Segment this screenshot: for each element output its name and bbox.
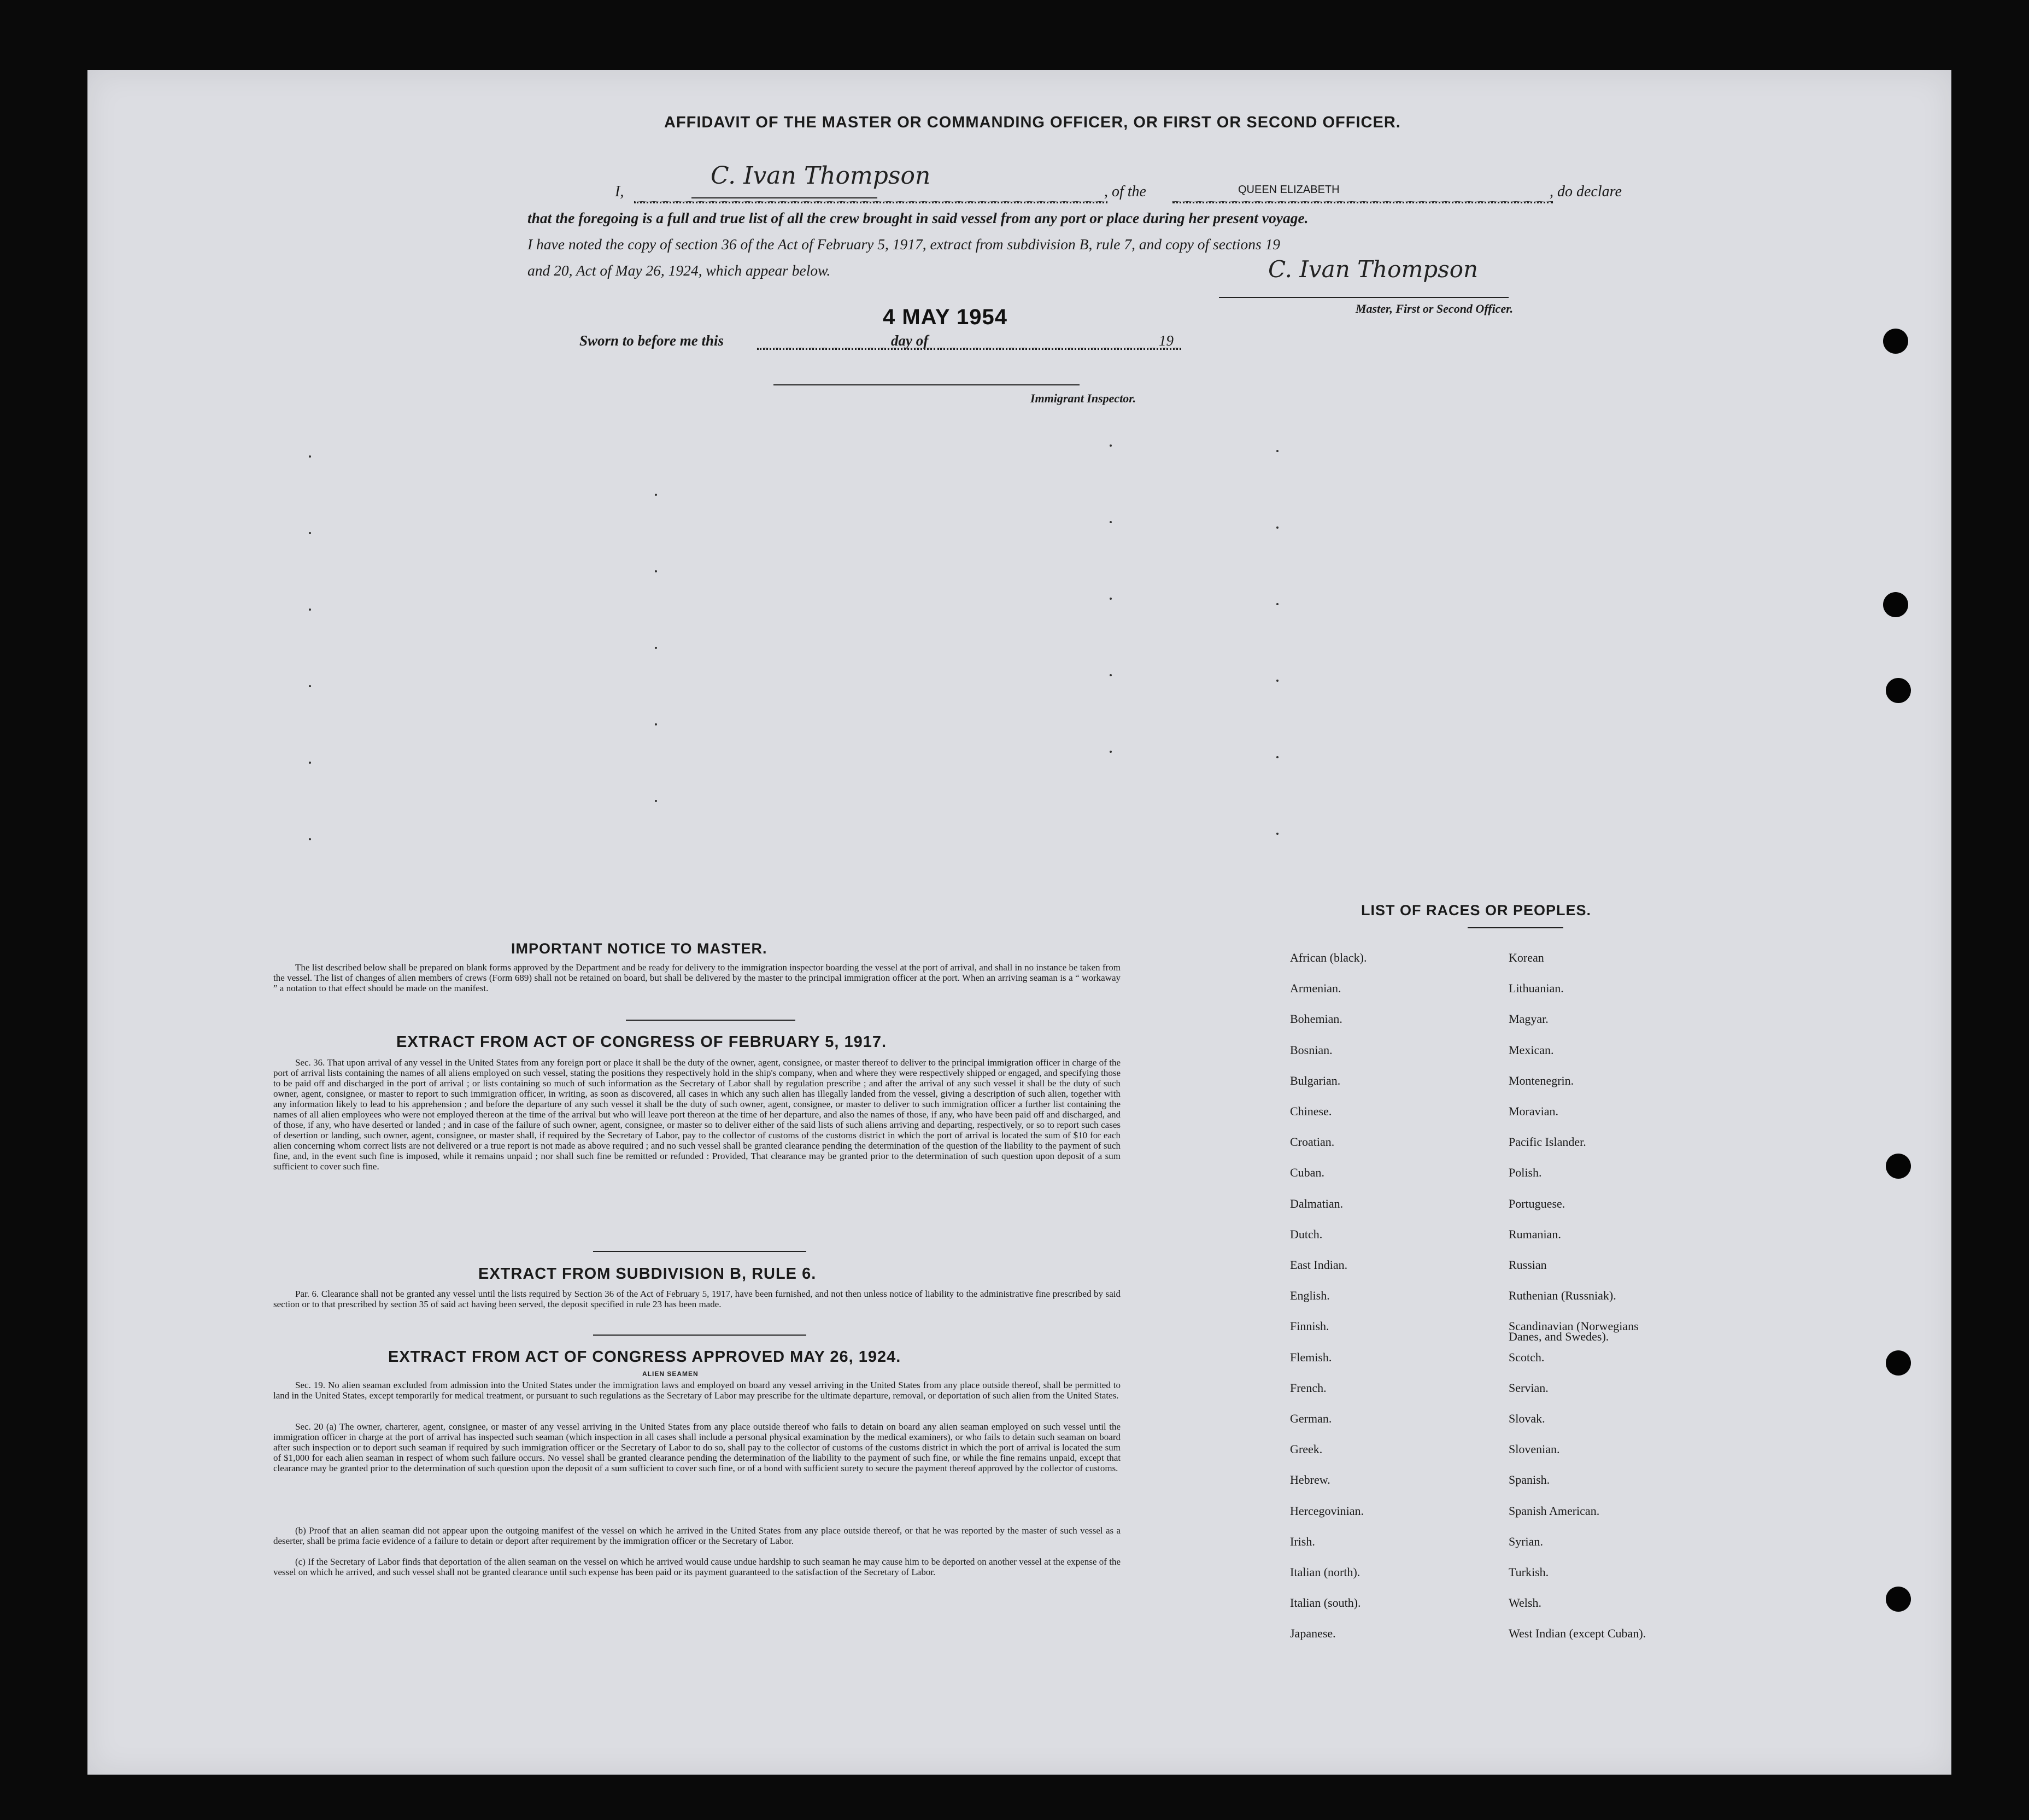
race-right-item: Welsh.: [1509, 1596, 1541, 1610]
bleed-mark: [1276, 450, 1279, 452]
race-right-item: Rumanian.: [1509, 1227, 1561, 1241]
race-left-item: Chinese.: [1290, 1104, 1332, 1118]
bleed-mark: [309, 762, 311, 764]
subdivision-b-title: EXTRACT FROM SUBDIVISION B, RULE 6.: [478, 1265, 817, 1283]
notice-title: IMPORTANT NOTICE TO MASTER.: [511, 940, 767, 957]
extract-1917-title: EXTRACT FROM ACT OF CONGRESS OF FEBRUARY 5, 1917.: [396, 1033, 887, 1051]
race-right-item: Servian.: [1509, 1380, 1549, 1395]
inspector-signature-line: [773, 384, 1080, 385]
race-left-item: Italian (south).: [1290, 1596, 1361, 1610]
race-right-item: Ruthenian (Russniak).: [1509, 1289, 1616, 1303]
races-title-underline: [1468, 927, 1563, 928]
race-left-item: Bulgarian.: [1290, 1073, 1341, 1087]
subdivision-b-body: Par. 6. Clearance shall not be granted any vessel until the lists required by Section 36 of the Act of February 5, 1917, have been furnished, and not then unless notice of liability to the administrative fine prescribed by said section or to that prescribed by section 35 of said act having been served, the deposit specified in rule 23 has been made.: [273, 1289, 1121, 1309]
race-right-item: Montenegrin.: [1509, 1073, 1574, 1087]
punch-hole: [1886, 1350, 1911, 1376]
race-right-item: Moravian.: [1509, 1104, 1559, 1118]
extract-1917-divider: [593, 1251, 806, 1252]
affidavit-title: AFFIDAVIT OF THE MASTER OR COMMANDING OFFICER, OR FIRST OR SECOND OFFICER.: [664, 114, 1401, 131]
race-left-item: Cuban.: [1290, 1166, 1324, 1180]
extract-1924-sec20b: (b) Proof that an alien seaman did not appear upon the outgoing manifest of the vessel on which he arrived in the United States from any place outside thereof, or that he was reported by the master of such vessel as a deserter, shall be prima facie evidence of a failure to detain or deport after requirement by the immigration officer or the Secretary of Labor.: [273, 1525, 1121, 1546]
bleed-mark: [1276, 756, 1279, 758]
race-left-item: East Indian.: [1290, 1258, 1348, 1272]
bleed-mark: [1276, 526, 1279, 529]
race-right-item: Spanish.: [1509, 1473, 1550, 1487]
bleed-mark: [1276, 603, 1279, 605]
bleed-mark: [309, 685, 311, 687]
race-right-item: Turkish.: [1509, 1565, 1549, 1579]
race-left-item: Italian (north).: [1290, 1565, 1361, 1579]
punch-hole: [1886, 678, 1911, 703]
race-left-item: Bosnian.: [1290, 1043, 1333, 1057]
bleed-mark: [309, 608, 311, 611]
bleed-mark: [1110, 521, 1112, 523]
declarant-name-line: [634, 201, 1107, 203]
date-stamp: 4 MAY 1954: [883, 305, 1007, 329]
manifest-page: [87, 70, 1951, 1775]
race-left-item: Irish.: [1290, 1534, 1315, 1548]
signature-underline: [691, 197, 877, 198]
bleed-mark: [1276, 833, 1279, 835]
master-signature-block: C. Ivan Thompson: [1268, 256, 1479, 283]
extract-1924-sec20c: (c) If the Secretary of Labor finds that deportation of the alien seaman on the vessel on which he arrived would cause undue hardship to such seaman he may cause him to be deported on another vessel at the expense of the vessel on which he arrived, and such vessel shall not be granted clearance until such expense has been paid or its payment guaranteed to the satisfaction of the Secretary of Labor.: [273, 1556, 1121, 1577]
master-signature: C. Ivan Thompson: [711, 162, 931, 190]
race-right-item: Lithuanian.: [1509, 981, 1564, 996]
race-left-item: Dutch.: [1290, 1227, 1323, 1241]
extract-1917-body: Sec. 36. That upon arrival of any vessel in the United States from any foreign port or place it shall be the duty of the owner, agent, consignee, or master thereof to deliver to the principal immigration officer in charge of the port of arrival lists containing the names of all aliens employed on such vessel, stating the positions they respectively hold in the ship's company, when and where they were respectively shipped or engaged, and specifying those to be paid off and discharged in the port of arrival ; or lists containing so much of such information as the Secretary of Labor shall by regulation prescribe ; and after the arrival of any such vessel it shall be the duty of such owner, agent, consignee, or master to report to such immigration officer, in writing, as soon as discovered, all cases in which any such alien has illegally landed from the vessel, giving a description of such alien, together with any information likely to lead to his apprehension ; and before the departure of any such vessel it shall be the duty of such owner, agent, consignee, or master to deliver to such immigration officer a further list containing the names of all alien employees who were not employed thereon at the time of the arrival but who will leave port thereon at the time of her departure, and also the names of those, if any, who have been paid off and discharged, and of those, if any, who have deserted or landed ; and in case of the failure of such owner, agent, consignee, or master so to deliver either of the said lists of such aliens arriving and departing, respectively, or so to report such cases of desertion or landing, such owner, agent, consignee, or master shall, if required by the Secretary of Labor, pay to the collector of customs of the customs district in which the port of arrival is located the sum of $10 for each alien concerning whom correct lists are not delivered or a true report is not made as above required ; and no such vessel shall be granted clearance pending the determination of the question of the liability to the payment of such fine, and, in the event such fine is imposed, while it remains unpaid ; nor shall such fine be remitted or refunded : Provided, That clearance may be granted prior to the determination of such question upon deposit of a sum sufficient to cover such fine.: [273, 1057, 1121, 1172]
race-right-item: Polish.: [1509, 1166, 1542, 1180]
race-left-item: English.: [1290, 1289, 1330, 1303]
bleed-mark: [655, 723, 657, 725]
declaration-line-3: and 20, Act of May 26, 1924, which appear below.: [527, 262, 831, 279]
sworn-prefix: Sworn to before me this: [579, 332, 724, 349]
race-left-item: French.: [1290, 1380, 1327, 1395]
race-left-item: Greek.: [1290, 1442, 1323, 1456]
race-left-item: Croatian.: [1290, 1135, 1335, 1149]
bleed-mark: [1110, 674, 1112, 676]
punch-hole: [1886, 1587, 1911, 1612]
bleed-mark: [1110, 751, 1112, 753]
notice-divider: [626, 1020, 795, 1021]
sworn-day-of: day of: [891, 332, 929, 349]
race-left-item: Finnish.: [1290, 1319, 1329, 1333]
declaration-line-2: I have noted the copy of section 36 of the Act of February 5, 1917, extract from subdivision B, rule 7, and copy of sections 19: [527, 236, 1281, 253]
bleed-mark: [655, 647, 657, 649]
race-left-item: African (black).: [1290, 951, 1367, 964]
notice-body: The list described below shall be prepared on blank forms approved by the Department and be ready for delivery to the immigration inspector boarding the vessel at the port of arrival, and shall in no instance be taken from the vessel. The list of changes of alien members of crews (Form 689) shall not be retained on board, but shall be delivered by the master to the principal immigration officer at the port. When an arriving seaman is a “ workaway ” a notation to that effect should be made on the manifest.: [273, 962, 1121, 993]
race-right-item: Syrian.: [1509, 1534, 1543, 1548]
race-scandinavian-continuation: Danes, and Swedes).: [1509, 1330, 1609, 1343]
race-right-item: Slovenian.: [1509, 1442, 1560, 1456]
race-left-item: Japanese.: [1290, 1626, 1336, 1641]
race-right-item: Russian: [1509, 1258, 1547, 1272]
declaration-line-1: that the foregoing is a full and true list of all the crew brought in said vessel from any port or place during her present voyage.: [527, 209, 1309, 226]
race-right-item: Portuguese.: [1509, 1196, 1565, 1210]
bleed-mark: [1110, 598, 1112, 600]
punch-hole: [1883, 329, 1908, 354]
race-right-item: Pacific Islander.: [1509, 1135, 1586, 1149]
race-left-item: Hercegovinian.: [1290, 1503, 1364, 1518]
race-right-item: Mexican.: [1509, 1043, 1554, 1057]
vessel-name-line: [1172, 201, 1553, 203]
race-right-item: Scotch.: [1509, 1350, 1545, 1364]
master-signature-caption: Master, First or Second Officer.: [1356, 302, 1514, 315]
bleed-mark: [309, 532, 311, 534]
master-signature-line: [1219, 297, 1509, 298]
sworn-month-line: [937, 348, 1181, 350]
of-the-label: , of the: [1104, 183, 1146, 200]
race-left-item: Flemish.: [1290, 1350, 1332, 1364]
inspector-caption: Immigrant Inspector.: [1030, 391, 1136, 405]
do-declare-label: , do declare: [1550, 183, 1622, 200]
race-left-item: Armenian.: [1290, 981, 1341, 996]
extract-1924-sec19: Sec. 19. No alien seaman excluded from admission into the United States under the immigration laws and employed on board any vessel arriving in the United States from any place outside thereof, shall be permitted to land in the United States, except temporarily for medical treatment, or pursuant to such regulations as the Secretary of Labor may prescribe for the ultimate departure, removal, or deportation of such alien from the United States.: [273, 1380, 1121, 1401]
bleed-mark: [655, 494, 657, 496]
extract-1924-subtitle: ALIEN SEAMEN: [642, 1370, 699, 1378]
extract-1924-sec20a: Sec. 20 (a) The owner, charterer, agent, consignee, or master of any vessel arriving in the United States from any place outside thereof who fails to detain on board any alien seaman employed on such vessel until the immigration officer in charge at the port of arrival has inspected such seaman (which inspection in all cases shall include a personal physical examination by the medical examiners), or who fails to detain such seaman on board after such inspection or to deport such seaman if required by such immigration officer or the Secretary of Labor to do so, shall pay to the collector of customs of the customs district in which the port of arrival is located the sum of $1,000 for each alien seaman in respect of whom such failure occurs. No vessel shall be granted clearance pending the determination of the liability to the payment of such fine, or while the fine remains unpaid, except that clearance may be granted prior to the determination of such question upon the deposit of a sum sufficient to cover such fine, or of a bond with sufficient surety to secure the payment thereof approved by the collector of customs.: [273, 1421, 1121, 1473]
punch-hole: [1883, 592, 1908, 617]
declarant-prefix: I,: [615, 183, 624, 200]
race-right-item: Spanish American.: [1509, 1503, 1600, 1518]
race-right-item: Korean: [1509, 951, 1544, 964]
punch-hole: [1886, 1154, 1911, 1179]
sworn-year: 19: [1159, 332, 1174, 349]
race-right-item: Magyar.: [1509, 1012, 1549, 1026]
bleed-mark: [1276, 680, 1279, 682]
race-left-item: Dalmatian.: [1290, 1196, 1344, 1210]
race-right-item: Slovak.: [1509, 1412, 1545, 1425]
race-left-item: German.: [1290, 1412, 1332, 1425]
race-right-item: West Indian (except Cuban).: [1509, 1626, 1646, 1641]
race-left-item: Bohemian.: [1290, 1012, 1342, 1026]
bleed-mark: [655, 570, 657, 572]
subdivision-b-divider: [593, 1335, 806, 1336]
bleed-mark: [1110, 444, 1112, 447]
bleed-mark: [309, 455, 311, 458]
bleed-mark: [655, 800, 657, 802]
bleed-mark: [309, 838, 311, 840]
race-left-item: Hebrew.: [1290, 1473, 1330, 1487]
vessel-name: QUEEN ELIZABETH: [1238, 184, 1340, 196]
race-right-item: Scandinavian (Norwegians: [1509, 1319, 1639, 1333]
races-title: LIST OF RACES OR PEOPLES.: [1361, 902, 1592, 918]
extract-1924-title: EXTRACT FROM ACT OF CONGRESS APPROVED MAY 26, 1924.: [388, 1348, 901, 1366]
